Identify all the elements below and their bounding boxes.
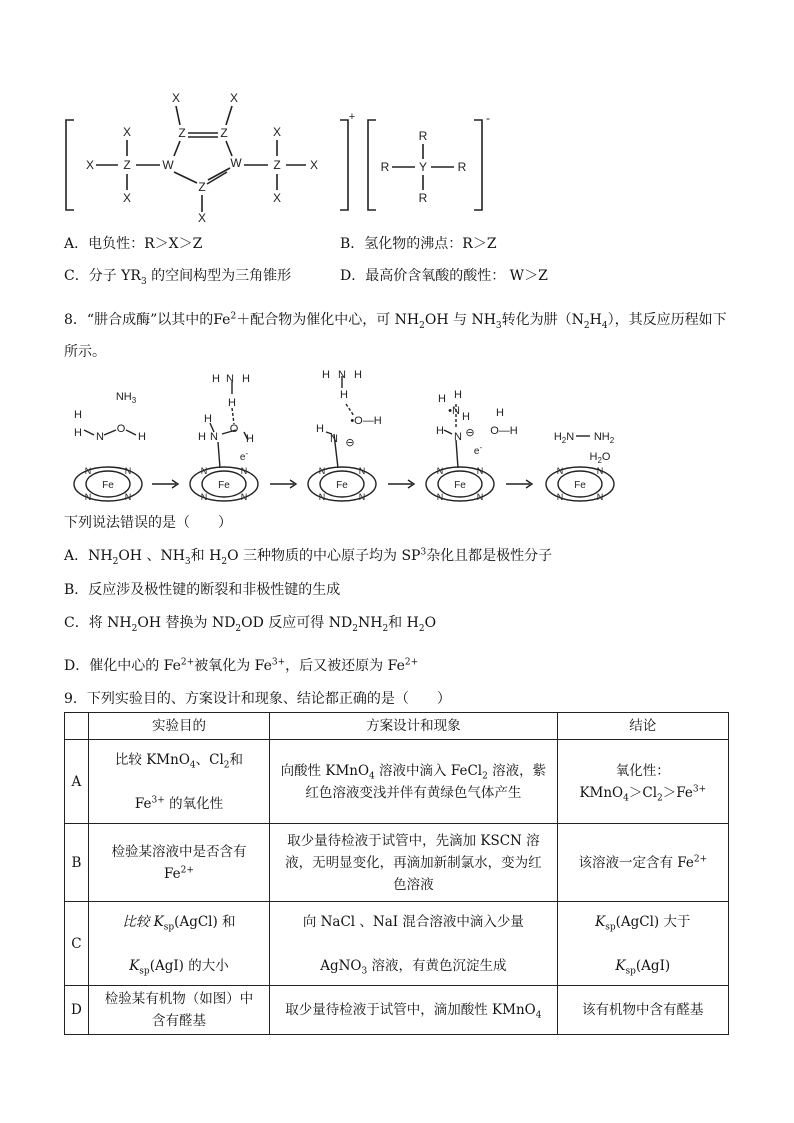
q7-option-c: C．分子 $YR_3$ 的空间构型为三角锥形 xyxy=(64,268,292,287)
svg-text:N: N xyxy=(84,492,92,502)
q8-mechanism-figure xyxy=(64,368,644,514)
svg-text:X: X xyxy=(272,191,282,205)
svg-text:N: N xyxy=(96,431,104,443)
svg-text:N: N xyxy=(240,466,248,476)
svg-text:H: H xyxy=(228,397,236,409)
svg-text:H: H xyxy=(454,389,462,401)
svg-text:N: N xyxy=(338,369,346,381)
svg-text:N: N xyxy=(318,492,326,502)
svg-text:H: H xyxy=(212,373,220,385)
svg-text:N: N xyxy=(330,433,338,445)
svg-text:N: N xyxy=(556,466,564,476)
q8-stem-cont: 所示。 xyxy=(64,344,106,360)
svg-text:N: N xyxy=(358,492,366,502)
q7-option-d: D．最高价含氧酸的酸性： W＞Z xyxy=(340,268,548,284)
svg-text:N: N xyxy=(436,492,444,502)
svg-text:N: N xyxy=(556,492,564,502)
q7-option-b: B．氢化物的沸点：R＞Z xyxy=(340,236,497,252)
q7-structure-figure xyxy=(60,88,500,226)
table-header-row xyxy=(65,713,729,740)
cation-bracket-right xyxy=(340,120,348,210)
anion-bracket-right xyxy=(474,120,482,210)
svg-text:X: X xyxy=(229,91,239,105)
design-cell: 取少量待检液于试管中，先滴加 KSCN 溶 液，无明显变化，再滴加新制氯水，变为红 色溶液 xyxy=(270,824,557,902)
svg-text:H: H xyxy=(198,431,206,443)
q8-question: 下列说法错误的是（ ） xyxy=(64,515,232,531)
row-label: C xyxy=(65,902,89,986)
conclusion-cell: 该溶液一定含有 $Fe^{2+}$ xyxy=(557,824,728,902)
svg-text:Z: Z xyxy=(273,158,281,172)
q7-option-a: A．电负性：R＞X＞Z xyxy=(64,236,203,252)
svg-text:H: H xyxy=(138,431,146,443)
table-header-cell: 结论 xyxy=(557,713,728,740)
purpose-cell: 比较 KMnO$_4$、$Cl_2$和 $Fe^{3+}$ 的氧化性 xyxy=(88,740,269,824)
svg-text:Fe: Fe xyxy=(102,480,114,491)
svg-text:H: H xyxy=(74,427,82,439)
svg-text:N: N xyxy=(436,466,444,476)
svg-text:H: H xyxy=(246,433,254,445)
anion-charge: - xyxy=(486,111,490,125)
svg-text:H: H xyxy=(74,409,82,421)
table-row xyxy=(65,740,729,824)
q8-stem: 8．“肼合成酶”以其中的$Fe^2+$配合物为催化中心，可 $NH_2OH$ 与 $NH_3$转化为肼$(N_2H_4)$，其反应历程如下 xyxy=(64,311,727,331)
svg-text:N: N xyxy=(476,466,484,476)
svg-text:N: N xyxy=(476,492,484,502)
conclusion-cell: $K_{sp}(AgCl)$ 大于 $K_{sp}(AgI)$ xyxy=(557,902,728,986)
svg-text:Z: Z xyxy=(198,180,206,194)
svg-text:N: N xyxy=(124,492,132,502)
table-row xyxy=(65,986,729,1035)
svg-text:N: N xyxy=(240,492,248,502)
svg-text:NH2: $NH_2$ xyxy=(593,431,615,445)
svg-text:X: X xyxy=(197,211,207,225)
svg-text:H2N: $H_2N$ xyxy=(553,431,575,445)
svg-text:Z: Z xyxy=(178,126,186,140)
svg-text:Fe: Fe xyxy=(574,480,586,491)
svg-text:H: H xyxy=(354,369,362,381)
svg-text:•O—H: •O—H xyxy=(350,415,382,427)
svg-text:N: N xyxy=(226,373,234,385)
svg-text:N: N xyxy=(358,466,366,476)
svg-text:X: X xyxy=(122,191,132,205)
q8-option-a: A．$NH_2OH$ 、$NH_3$和 $H_2O$ 三种物质的中心原子均为 $SP^3$杂化且都是极性分子 xyxy=(64,547,553,567)
design-cell: 向 NaCl 、NaI 混合溶液中滴入少量 AgNO$_3$ 溶液，有黄色沉淀生成 xyxy=(270,902,557,986)
svg-text:H: H xyxy=(462,411,470,423)
svg-text:N: N xyxy=(84,466,92,476)
svg-text:H: H xyxy=(204,413,212,425)
svg-text:H: H xyxy=(340,389,348,401)
svg-text:Fe: Fe xyxy=(336,480,348,491)
svg-text:Z: Z xyxy=(220,126,228,140)
purpose-cell: 比较 $K_{sp}(AgCl)$ 和 $K_{sp}(AgI)$ 的大小 xyxy=(88,902,269,986)
conclusion-cell: 氧化性： $KMnO_4>Cl_2>Fe^{3+}$ xyxy=(557,740,728,824)
svg-text:H: H xyxy=(322,369,330,381)
svg-text:H: H xyxy=(242,373,250,385)
q9-stem: 9．下列实验目的、方案设计和现象、结论都正确的是（ ） xyxy=(64,691,451,707)
q8-option-d: D．催化中心的 $Fe^{2+}$被氧化为 $Fe^{3+}$，后又被还原为 $Fe^{2+}$ xyxy=(64,657,419,674)
design-cell: 取少量待检液于试管中，滴加酸性 KMnO$_4$ xyxy=(270,986,557,1035)
svg-text:⊖: ⊖ xyxy=(345,437,355,449)
svg-text:⊖: ⊖ xyxy=(465,427,475,439)
svg-text:X: X xyxy=(171,91,181,105)
svg-text:O: O xyxy=(229,423,239,435)
svg-text:X: X xyxy=(272,125,282,139)
row-label: A xyxy=(65,740,89,824)
q9-experiment-table xyxy=(64,712,729,1035)
svg-text:N: N xyxy=(596,492,604,502)
svg-text:O: O xyxy=(116,423,126,435)
atom-y: Y xyxy=(418,160,428,174)
svg-text:N: N xyxy=(210,431,218,443)
atom-w: W xyxy=(162,158,174,172)
svg-text:N: N xyxy=(200,466,208,476)
q8-option-c: C．将 $NH_2OH$ 替换为 $ND_2OD$ 反应可得 $ND_2NH_2$和 $H_2O$ xyxy=(64,615,437,634)
svg-text:X: X xyxy=(309,158,319,172)
table-row xyxy=(65,824,729,902)
svg-text:R: R xyxy=(418,191,428,205)
atom-x: X xyxy=(85,158,95,172)
cation-bracket-left xyxy=(66,120,74,210)
svg-text:R: R xyxy=(457,160,467,174)
svg-text:H: H xyxy=(438,393,446,405)
cation-charge: + xyxy=(348,111,356,123)
svg-text:H: H xyxy=(316,423,324,435)
svg-text:H: H xyxy=(496,407,504,419)
table-row xyxy=(65,902,729,986)
row-label: B xyxy=(65,824,89,902)
svg-text:W: W xyxy=(230,156,242,170)
svg-text:e-: e- xyxy=(239,449,249,463)
row-label: D xyxy=(65,986,89,1035)
table-header-cell: 实验目的 xyxy=(88,713,269,740)
svg-text:N: N xyxy=(200,492,208,502)
purpose-cell: 检验某溶液中是否含有 $Fe^{2+}$ xyxy=(88,824,269,902)
svg-text:R: R xyxy=(418,129,428,143)
svg-text:N: N xyxy=(454,431,462,443)
svg-text:N: N xyxy=(596,466,604,476)
anion-bracket-left xyxy=(368,120,376,210)
conclusion-cell: 该有机物中含有醛基 xyxy=(557,986,728,1035)
svg-text:H: H xyxy=(436,425,444,437)
svg-text:X: X xyxy=(122,125,132,139)
svg-text:•N: •N xyxy=(448,405,460,417)
q8-option-b: B．反应涉及极性键的断裂和非极性键的生成 xyxy=(64,582,341,598)
svg-text:e-: e- xyxy=(473,443,483,457)
svg-text:H2O: $H_2O$ xyxy=(589,451,611,465)
svg-text:Fe: Fe xyxy=(218,480,230,491)
svg-text:O—H: O—H xyxy=(490,425,518,437)
svg-text:N: N xyxy=(124,466,132,476)
svg-text:N: N xyxy=(318,466,326,476)
atom-z: Z xyxy=(123,158,131,172)
svg-text:NH3: $NH_3$ xyxy=(115,391,137,405)
svg-text:Fe: Fe xyxy=(454,480,466,491)
table-header-cell xyxy=(65,713,89,740)
design-cell: 向酸性 KMnO$_4$ 溶液中滴入 FeCl$_2$ 溶液，紫 红色溶液变浅并伴有黄绿色气体产生 xyxy=(270,740,557,824)
table-header-cell: 方案设计和现象 xyxy=(270,713,557,740)
atom-r: R xyxy=(380,160,390,174)
purpose-cell: 检验某有机物（如图）中 含有醛基 xyxy=(88,986,269,1035)
